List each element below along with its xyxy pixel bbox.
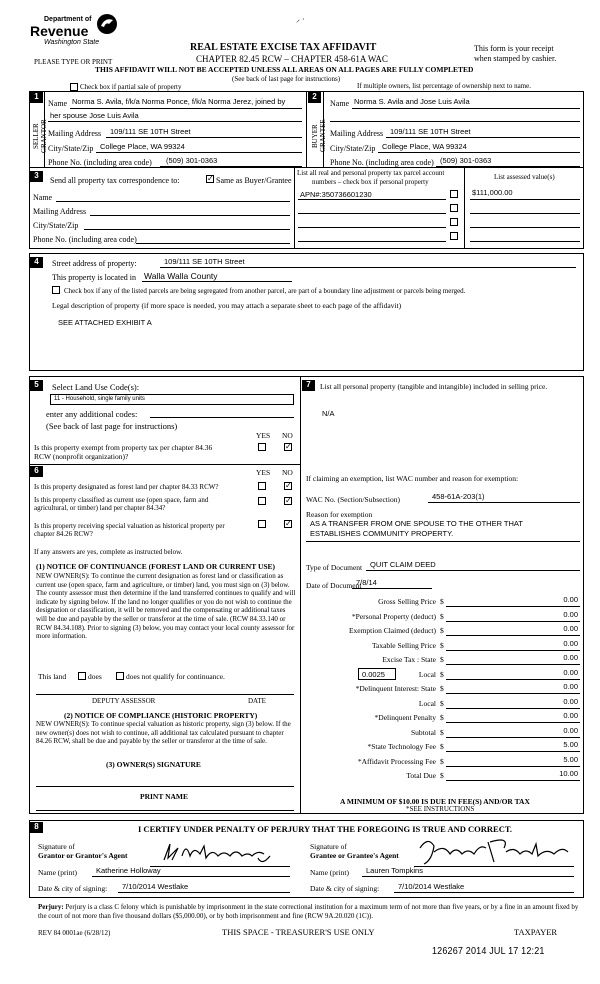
- doc-date[interactable]: 7/8/14: [356, 578, 377, 587]
- grantee-name[interactable]: Lauren Tompkins: [366, 866, 423, 875]
- deputy-date-label: DATE: [248, 697, 266, 705]
- partial-sale-checkbox[interactable]: [70, 83, 78, 91]
- exempt-yes-checkbox[interactable]: [258, 443, 266, 451]
- tax-row-label: Gross Selling Price: [378, 597, 436, 606]
- taxpayer-label: TAXPAYER: [514, 927, 558, 937]
- tax-row-value[interactable]: 0.00: [563, 668, 578, 677]
- legal-description[interactable]: SEE ATTACHED EXHIBIT A: [58, 318, 152, 327]
- receipt-note-2: when stamped by cashier.: [474, 54, 557, 63]
- same-as-buyer-checkbox[interactable]: ✓: [207, 174, 214, 183]
- scan-mark: ⸝ ·: [296, 15, 305, 24]
- form-title: REAL ESTATE EXCISE TAX AFFIDAVIT: [190, 42, 377, 53]
- land-use-value: 11 - Household, single family units: [54, 396, 145, 402]
- seller-phone-label: Phone No. (including area code): [48, 158, 152, 167]
- same-as-buyer-label: Same as Buyer/Grantee: [216, 176, 292, 185]
- form-chapter: CHAPTER 82.45 RCW – CHAPTER 458-61A WAC: [196, 54, 388, 64]
- grantee-sig-label-1: Signature of: [310, 842, 347, 851]
- send-correspondence-label: Send all property tax correspondence to:: [50, 176, 180, 185]
- section-1-number: 1: [30, 92, 43, 103]
- buyer-city[interactable]: College Place, WA 99324: [382, 142, 467, 151]
- tax-rate[interactable]: 0.0025: [358, 668, 396, 680]
- buyer-phone-label: Phone No. (including area code): [330, 158, 434, 167]
- does-checkbox[interactable]: [78, 672, 86, 680]
- print-name-label: PRINT NAME: [140, 792, 188, 801]
- print-note: PLEASE TYPE OR PRINT: [34, 58, 113, 66]
- parcel-header-1: List all real and personal property tax parcel account: [297, 169, 445, 177]
- section-5-number: 5: [30, 380, 43, 391]
- grantor-signature[interactable]: [160, 838, 278, 868]
- section-5-see-back: (See back of last page for instructions): [46, 421, 178, 431]
- notice-continuance-body: NEW OWNER(S): To continue the current designation as forest land or classification as current use (open space, farm and agriculture, or timber) land, you must sign on (3) below. The county assessor must then determine if the land transferred continues to qualify and will indicate by signing below. If the land no longer qualifies or you do not wish to continue the designation or classification, it will be removed and the compensating or additional taxes will be due and payable by the seller or transferor at the time of sale. (RCW 84.33.140 or RCW 84.34.108). Prior to signing (3) below, you may contact your local county assessor for more information.: [36, 572, 296, 641]
- grantee-date-label: Date & city of signing:: [310, 884, 380, 893]
- seller-grantor-label: SELLER GRANTOR: [32, 119, 48, 153]
- current-use-yes-checkbox[interactable]: [258, 497, 266, 505]
- section-4-frame: [29, 253, 584, 371]
- section-8-number: 8: [30, 822, 43, 833]
- parcel-header-2: numbers – check box if personal property: [312, 178, 429, 186]
- section-6-yes: YES: [256, 468, 271, 477]
- tax-row-value[interactable]: 0.00: [563, 697, 578, 706]
- tax-row-value[interactable]: 0.00: [563, 711, 578, 720]
- personal-property-checkbox-2[interactable]: [450, 204, 458, 212]
- wac-number[interactable]: 458-61A-203(1): [432, 492, 485, 501]
- seller-mailing-label: Mailing Address: [48, 129, 102, 138]
- exempt-no-checkbox[interactable]: ✓: [285, 442, 292, 451]
- tax-row-value[interactable]: 0.00: [563, 610, 578, 619]
- forest-no-checkbox[interactable]: ✓: [285, 481, 292, 490]
- tax-city-label: City/State/Zip: [33, 221, 79, 230]
- seller-city-label: City/State/Zip: [48, 144, 94, 153]
- tax-row-currency: $: [440, 713, 444, 722]
- this-land-label: This land: [38, 672, 67, 681]
- tax-mailing-label: Mailing Address: [33, 207, 87, 216]
- forest-yes-checkbox[interactable]: [258, 482, 266, 490]
- notice-compliance-body: NEW OWNER(S): To continue special valuation as historic property, sign (3) below. If the new owner(s) does not wish to continue, all additional tax calculated pursuant to chapter 84.26 RCW, shall be due and payable by the seller or transferor at the time of sale.: [36, 720, 291, 746]
- section-6-number: 6: [30, 466, 43, 477]
- does-label: does: [88, 672, 102, 681]
- historic-no-checkbox[interactable]: ✓: [285, 519, 292, 528]
- buyer-mailing[interactable]: 109/111 SE 10TH Street: [390, 127, 471, 136]
- tax-row-currency: $: [440, 684, 444, 693]
- tax-phone-label: Phone No. (including area code): [33, 235, 137, 244]
- tax-row-label: *State Technology Fee: [367, 742, 436, 751]
- tax-row-label: Excise Tax : State: [382, 655, 436, 664]
- tax-row-currency: $: [440, 728, 444, 737]
- grantee-name-label: Name (print): [310, 868, 349, 877]
- tax-row-value[interactable]: 0.00: [563, 595, 578, 604]
- certify-statement: I CERTIFY UNDER PENALTY OF PERJURY THAT THE FOREGOING IS TRUE AND CORRECT.: [138, 824, 513, 834]
- exemption-label: If claiming an exemption, list WAC number and reason for exemption:: [306, 474, 519, 483]
- perjury-text: Perjury is a class C felony which is punishable by imprisonment in the state correctional institution for a maximum term of not more than five years, or by a fine in an amount fixed by the court of not more than five thousand dollars ($5,000.00), or by both imprisonment and fine (RCW 9A.20.020 (1C)).: [38, 903, 579, 920]
- tax-row-label: Local: [418, 670, 436, 679]
- tax-row-currency: $: [440, 612, 444, 621]
- tax-row-currency: $: [440, 771, 444, 780]
- legal-description-label: Legal description of property (if more space is needed, you may attach a separate sheet to each page of the affidavit): [52, 301, 402, 310]
- treasurer-use: THIS SPACE - TREASURER'S USE ONLY: [222, 927, 375, 937]
- seller-name-line-2[interactable]: her spouse Jose Luis Avila: [50, 111, 139, 120]
- seller-name-label: Name: [48, 99, 68, 108]
- tax-row-label: *Personal Property (deduct): [351, 612, 436, 621]
- tax-row-value[interactable]: 0.00: [563, 682, 578, 691]
- current-use-no-checkbox[interactable]: ✓: [285, 496, 292, 505]
- exempt-question: Is this property exempt from property tax per chapter 84.36 RCW (nonprofit organization)?: [34, 443, 213, 461]
- seller-city[interactable]: College Place, WA 99324: [100, 142, 185, 151]
- current-use-question: Is this property classified as current use (open space, farm and agricultural, or timber) land per chapter 84.34?: [34, 496, 209, 512]
- see-instructions: *SEE INSTRUCTIONS: [406, 805, 475, 813]
- doc-date-label: Date of Document: [306, 581, 362, 590]
- seller-mailing[interactable]: 109/111 SE 10TH Street: [110, 127, 191, 136]
- grantor-sig-label-1: Signature of: [38, 842, 75, 851]
- doc-type-label: Type of Document: [306, 563, 363, 572]
- tax-row-label: Exemption Claimed (deduct): [348, 626, 436, 635]
- parcel-number[interactable]: APN#:350736601230: [300, 190, 372, 199]
- buyer-phone[interactable]: (509) 301-0363: [440, 156, 492, 165]
- tax-name-label: Name: [33, 193, 53, 202]
- if-yes-note: If any answers are yes, complete as instructed below.: [34, 548, 183, 556]
- doc-type[interactable]: QUIT CLAIM DEED: [370, 560, 436, 569]
- tax-row-currency: $: [440, 699, 444, 708]
- grantor-sig-label-2: Grantor or Grantor's Agent: [38, 851, 128, 860]
- tax-row-currency: $: [440, 670, 444, 679]
- perjury-label: Perjury:: [38, 903, 64, 911]
- tax-row-currency: $: [440, 742, 444, 751]
- tax-row-label: *Affidavit Processing Fee: [357, 757, 436, 766]
- agency-state: Washington State: [44, 39, 100, 46]
- tax-row-label: *Delinquent Interest: State: [355, 684, 436, 693]
- treasurer-stamp: 126267 2014 JUL 17 12:21: [432, 946, 545, 957]
- buyer-city-label: City/State/Zip: [330, 144, 376, 153]
- owner-signature-label: (3) OWNER(S) SIGNATURE: [106, 760, 201, 769]
- historic-question: Is this property receiving special valuation as historical property per chapter 84.26 RCW?: [34, 522, 225, 538]
- forest-land-question: Is this property designated as forest land per chapter 84.33 RCW?: [34, 483, 219, 491]
- section-6-no: NO: [282, 468, 293, 477]
- reason-label: Reason for exemption: [306, 510, 373, 519]
- tax-row-label: Subtotal: [410, 728, 436, 737]
- tax-row-label: Local: [418, 699, 436, 708]
- buyer-name-label: Name: [330, 99, 350, 108]
- form-warning: THIS AFFIDAVIT WILL NOT BE ACCEPTED UNLESS ALL AREAS ON ALL PAGES ARE FULLY COMPLETED: [95, 65, 474, 74]
- tax-row-currency: $: [440, 597, 444, 606]
- tax-row-currency: $: [440, 626, 444, 635]
- wa-logo-icon: [96, 12, 118, 36]
- seller-name-line-1[interactable]: Norma S. Avila, f/k/a Norma Ponce, f/k/a Norma Jerez, joined by: [72, 97, 286, 106]
- tax-row-value[interactable]: 5.00: [563, 755, 578, 764]
- tax-row-value[interactable]: 0.00: [563, 639, 578, 648]
- buyer-name[interactable]: Norma S. Avila and Jose Luis Avila: [354, 97, 470, 106]
- property-street[interactable]: 109/111 SE 10TH Street: [164, 257, 245, 266]
- tax-row-currency: $: [440, 641, 444, 650]
- tax-row-value[interactable]: 0.00: [563, 653, 578, 662]
- assessed-value[interactable]: $111,000.00: [472, 188, 513, 197]
- wac-label: WAC No. (Section/Subsection): [306, 495, 400, 504]
- multiple-owners-note: If multiple owners, list percentage of ownership next to name.: [357, 82, 531, 90]
- reason-line-1[interactable]: AS A TRANSFER FROM ONE SPOUSE TO THE OTHER THAT: [310, 519, 523, 528]
- section-3-number: 3: [30, 171, 43, 182]
- grantee-date[interactable]: 7/10/2014 Westlake: [398, 882, 465, 891]
- notice-compliance-title: (2) NOTICE OF COMPLIANCE (HISTORIC PROPERTY): [64, 711, 258, 720]
- section-2-number: 2: [308, 92, 321, 103]
- grantor-name-label: Name (print): [38, 868, 77, 877]
- form-number: REV 84 0001ae (6/28/12): [38, 929, 111, 937]
- reason-line-2[interactable]: ESTABLISHES COMMUNITY PROPERTY.: [310, 529, 454, 538]
- grantee-sig-label-2: Grantee or Grantee's Agent: [310, 851, 399, 860]
- tax-row-currency: $: [440, 757, 444, 766]
- agency-top: Department of: [44, 16, 92, 23]
- assessed-header: List assessed value(s): [494, 173, 555, 181]
- grantor-date-label: Date & city of signing:: [38, 884, 108, 893]
- receipt-note-1: This form is your receipt: [474, 44, 554, 53]
- notice-continuance-title: (1) NOTICE OF CONTINUANCE (FOREST LAND OR CURRENT USE): [36, 562, 276, 571]
- minimum-note: A MINIMUM OF $10.00 IS DUE IN FEE(S) AND/OR TAX: [340, 797, 530, 806]
- grantee-signature[interactable]: [414, 834, 574, 868]
- section-4-number: 4: [30, 257, 43, 268]
- agency-name: Revenue: [30, 23, 89, 39]
- section-5-no: NO: [282, 431, 293, 440]
- perjury-notice: [38, 903, 586, 921]
- segregated-label: Check box if any of the listed parcels are being segregated from another parcel, are part of a boundary line adjustment or parcels being merged.: [64, 287, 466, 295]
- personal-property-checkbox-3[interactable]: [450, 218, 458, 226]
- tax-row-label: *Delinquent Penalty: [374, 713, 436, 722]
- tax-row-label: Total Due: [406, 771, 436, 780]
- deputy-assessor-label: DEPUTY ASSESSOR: [92, 697, 156, 705]
- land-use-label: Select Land Use Code(s):: [52, 382, 140, 392]
- tax-row-value[interactable]: 5.00: [563, 740, 578, 749]
- section-5-yes: YES: [256, 431, 271, 440]
- section-7-number: 7: [302, 380, 315, 391]
- personal-property-label: List all personal property (tangible and intangible) included in selling price.: [320, 382, 548, 391]
- grantor-date[interactable]: 7/10/2014 Westlake: [122, 882, 189, 891]
- land-use-select[interactable]: [50, 394, 294, 405]
- seller-phone[interactable]: (509) 301-0363: [166, 156, 218, 165]
- see-back-note: (See back of last page for instructions): [232, 75, 341, 83]
- personal-property-value[interactable]: N/A: [322, 409, 335, 418]
- tax-row-currency: $: [440, 655, 444, 664]
- personal-property-checkbox-4[interactable]: [450, 232, 458, 240]
- grantor-name[interactable]: Katherine Holloway: [96, 866, 161, 875]
- street-label: Street address of property:: [52, 259, 137, 268]
- tax-row-value[interactable]: 0.00: [563, 624, 578, 633]
- does-not-label: does not qualify for continuance.: [126, 672, 225, 681]
- additional-codes-label: enter any additional codes:: [46, 409, 138, 419]
- segregated-checkbox[interactable]: [52, 286, 60, 294]
- buyer-mailing-label: Mailing Address: [330, 129, 384, 138]
- tax-row-value[interactable]: 10.00: [559, 769, 578, 778]
- property-county[interactable]: Walla Walla County: [144, 271, 218, 281]
- buyer-grantee-label: BUYER GRANTEE: [311, 119, 327, 153]
- does-not-checkbox[interactable]: [116, 672, 124, 680]
- historic-yes-checkbox[interactable]: [258, 520, 266, 528]
- personal-property-checkbox-1[interactable]: [450, 190, 458, 198]
- tax-row-label: Taxable Selling Price: [371, 641, 436, 650]
- partial-sale-label: Check box if partial sale of property: [80, 83, 182, 91]
- located-label: This property is located in: [52, 273, 136, 282]
- tax-row-value[interactable]: 0.00: [563, 726, 578, 735]
